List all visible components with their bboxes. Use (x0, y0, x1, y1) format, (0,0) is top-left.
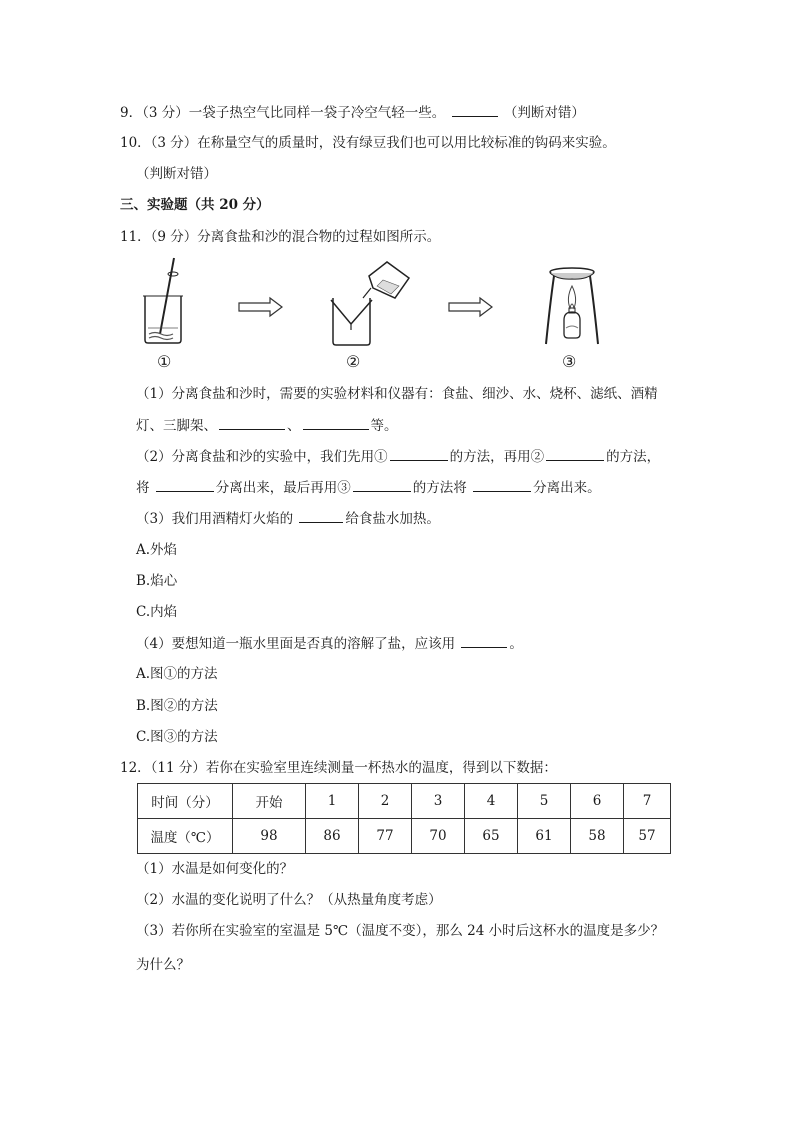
table-cell: 7 (624, 784, 671, 819)
table-cell: 温度（℃） (138, 819, 233, 854)
table-cell: 6 (571, 784, 624, 819)
question-9-suffix: （判断对错） (503, 105, 585, 121)
q11-part3-option-a[interactable]: A.外焰 (136, 542, 178, 558)
q12-sub2: （2）水温的变化说明了什么？（从热量角度考虑） (136, 892, 442, 908)
q11-part1-line2 (136, 416, 398, 435)
arrow-right-icon (238, 296, 284, 318)
question-9 (120, 103, 585, 122)
q12-sub1: （1）水温是如何变化的？ (136, 861, 294, 877)
beaker-stirring-icon (140, 256, 190, 346)
q11-part2-blank-2[interactable] (546, 447, 604, 461)
table-cell: 58 (571, 819, 624, 854)
q11-part2-blank-1[interactable] (390, 447, 448, 461)
q11-part4-text-b: 。 (509, 636, 523, 652)
temperature-table (137, 783, 671, 854)
q11-part2-text-e: 分离出来，最后再用③ (215, 480, 351, 496)
table-cell: 57 (624, 819, 671, 854)
q12-sub3-line2: 为什么？ (136, 957, 190, 973)
question-9-text: 9．（3 分）一袋子热空气比同样一袋子冷空气轻一些。 (120, 105, 446, 121)
q11-part4-option-c[interactable]: C.图③的方法 (136, 729, 218, 745)
question-11-stem: 11．（9 分）分离食盐和沙的混合物的过程如图所示。 (120, 229, 441, 245)
figure-3-label: ③ (562, 352, 577, 371)
table-cell: 1 (306, 784, 359, 819)
q11-part2-text-d: 将 (136, 480, 154, 496)
filtering-icon (325, 258, 415, 348)
question-9-blank[interactable] (452, 103, 498, 117)
q11-part2-line2 (136, 478, 601, 497)
table-cell: 77 (359, 819, 412, 854)
table-row (138, 819, 671, 854)
q11-part4-text-a: （4）要想知道一瓶水里面是否真的溶解了盐，应该用 (136, 636, 460, 652)
question-10-line1: 10．（3 分）在称量空气的质量时，没有绿豆我们也可以用比较标准的钩码来实验。 (120, 135, 616, 151)
q11-part3-text-b: 给食盐水加热。 (345, 511, 440, 527)
q11-part4-blank[interactable] (461, 634, 507, 648)
table-cell: 4 (465, 784, 518, 819)
q11-part2-text-c: 的方法， (606, 449, 661, 465)
q11-part1-line1: （1）分离食盐和沙时，需要的实验材料和仪器有：食盐、细沙、水、烧杯、滤纸、酒精 (136, 386, 658, 402)
table-cell: 3 (412, 784, 465, 819)
q11-part2-blank-5[interactable] (473, 478, 531, 492)
q11-part2-text-f: 的方法将 (412, 480, 472, 496)
table-cell: 98 (233, 819, 306, 854)
q11-part1-end: 等。 (370, 418, 398, 434)
q11-part2-blank-3[interactable] (156, 478, 214, 492)
q11-part3-text-a: （3）我们用酒精灯火焰的 (136, 511, 298, 527)
table-cell: 61 (518, 819, 571, 854)
question-10-line2 (136, 165, 217, 183)
table-cell: 2 (359, 784, 412, 819)
figure-1-label: ① (157, 352, 172, 371)
q11-part3-option-b[interactable]: B.焰心 (136, 573, 178, 589)
separation-figure (130, 256, 650, 376)
q11-part3-blank[interactable] (299, 509, 343, 523)
q11-part2-text-a: （2）分离食盐和沙的实验中，我们先用① (136, 449, 388, 465)
evaporation-icon (540, 264, 604, 350)
q11-part1-sep: 、 (287, 418, 301, 434)
q11-part2-text-g: 分离出来。 (533, 480, 601, 496)
table-cell: 70 (412, 819, 465, 854)
q11-part1-text: 灯、三脚架、 (136, 418, 217, 434)
q11-part3-option-c[interactable]: C.内焰 (136, 604, 178, 620)
q11-part4-option-a[interactable]: A.图①的方法 (136, 666, 218, 682)
table-cell: 86 (306, 819, 359, 854)
question-12-stem: 12．（11 分）若你在实验室里连续测量一杯热水的温度，得到以下数据： (120, 760, 557, 776)
q12-sub3-line1: （3）若你所在实验室的室温是 5℃（温度不变），那么 24 小时后这杯水的温度是多少？ (136, 923, 665, 939)
q11-part2-line1 (136, 447, 660, 466)
q11-part2-text-b: 的方法，再用② (449, 449, 545, 465)
figure-2-label: ② (346, 352, 361, 371)
q11-part4-option-b[interactable]: B.图②的方法 (136, 698, 218, 714)
q11-part1-blank-2[interactable] (303, 416, 369, 430)
table-row (138, 784, 671, 819)
question-10-judge: （判断对错） (136, 166, 217, 182)
section-heading: 三、实验题（共 20 分） (120, 197, 270, 213)
arrow-right-icon (448, 296, 494, 318)
table-cell: 时间（分） (138, 784, 233, 819)
table-cell: 5 (518, 784, 571, 819)
q11-part1-blank-1[interactable] (219, 416, 285, 430)
table-cell: 开始 (233, 784, 306, 819)
q11-part2-blank-4[interactable] (353, 478, 411, 492)
q11-part3 (136, 509, 440, 528)
q11-part4 (136, 634, 523, 653)
table-cell: 65 (465, 819, 518, 854)
